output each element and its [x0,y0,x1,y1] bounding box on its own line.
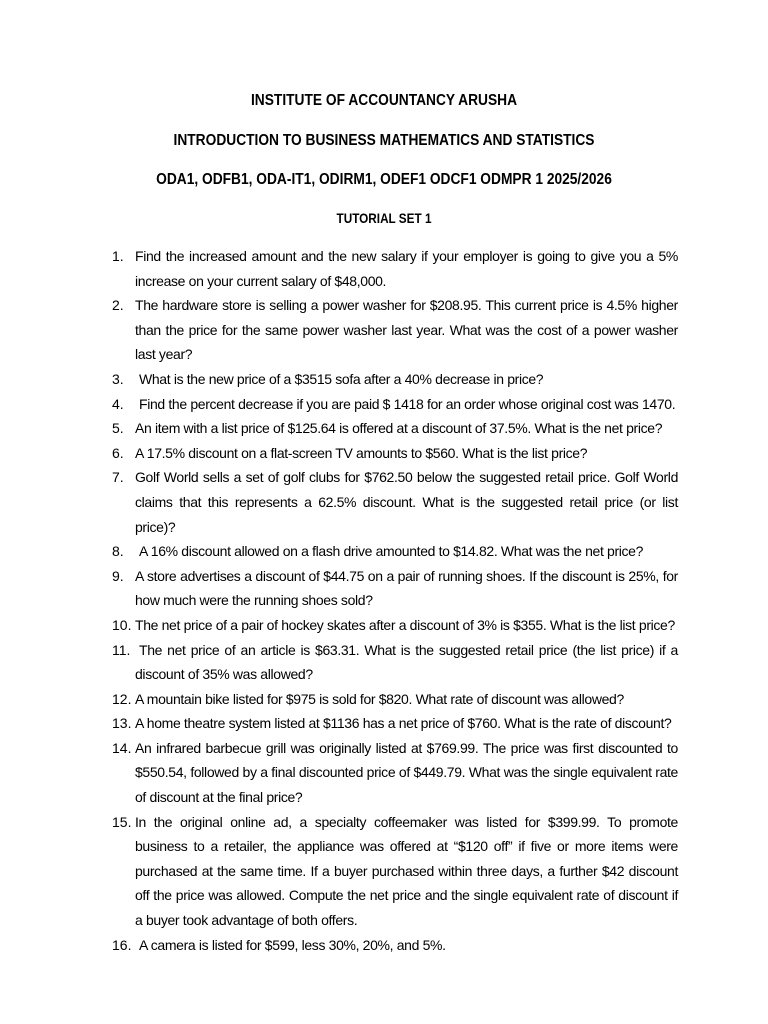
question-text: The net price of an article is $63.31. What is the suggested retail price (the list price) if a discount of 35% was allowed? [135,641,678,683]
question-item [106,367,678,392]
question-item [106,564,678,613]
question-text: A store advertises a discount of $44.75 on a pair of running shoes. If the discount is 25%, for how much were the running shoes sold? [135,567,678,609]
question-text: The net price of a pair of hockey skates after a discount of 3% is $355. What is the list price? [135,616,675,633]
question-item [106,293,678,367]
programmes-line: ODA1, ODFB1, ODA-IT1, ODIRM1, ODEF1 ODCF1 ODMPR 1 2025/2026 [156,171,612,188]
question-text: The hardware store is selling a power washer for $208.95. This current price is 4.5% higher than the price for the same power washer last year. What was the cost of a power washer last year? [135,297,678,363]
question-text: A 16% discount allowed on a flash drive amounted to $14.82. What was the net price? [139,543,644,560]
question-number: 1. [112,248,124,264]
question-number: 11. [112,641,131,658]
question-number: 5. [112,420,124,437]
question-item [106,638,678,687]
question-number: 3. [112,370,124,387]
question-item [106,539,678,564]
question-number: 15. [112,813,132,830]
question-item [106,416,678,441]
question-number: 2. [112,297,124,314]
question-number: 16. [112,936,132,953]
course-title: INTRODUCTION TO BUSINESS MATHEMATICS AND STATISTICS [173,132,595,149]
question-text: A 17.5% discount on a flat-screen TV amounts to $560. What is the list price? [135,444,588,461]
tutorial-title: TUTORIAL SET 1 [336,210,432,226]
question-item [106,392,678,417]
question-item [106,613,678,638]
question-number: 10. [112,616,132,633]
institution-title: INSTITUTE OF ACCOUNTANCY ARUSHA [250,92,518,109]
question-number: 14. [112,739,132,756]
question-item [106,244,678,293]
question-text: Golf World sells a set of golf clubs for $762.50 below the suggested retail price. Golf World claims that this represents a 62.5% discount. What is the suggested retail price (or list price)? [135,469,678,535]
question-text: In the original online ad, a specialty coffeemaker was listed for $399.99. To promote business to a retailer, the appliance was offered at “$120 off” if five or more items were purchased at the same time. If a buyer purchased within three days, a further $42 discount off the price was allowed. Compute the net price and the single equivalent rate of discount if a buyer took advantage of both offers. [135,813,678,929]
question-list [106,244,678,957]
question-text: A mountain bike listed for $975 is sold for $820. What rate of discount was allowed? [135,690,624,707]
question-number: 9. [112,567,124,584]
question-text: A home theatre system listed at $1136 has a net price of $760. What is the rate of discount? [135,715,672,732]
question-text: Find the percent decrease if you are paid $ 1418 for an order whose original cost was 1470. [139,395,676,412]
question-item [106,810,678,933]
question-number: 4. [112,395,124,412]
question-text: What is the new price of a $3515 sofa after a 40% decrease in price? [139,370,544,387]
question-item [106,933,678,958]
question-text: A camera is listed for $599, less 30%, 20%, and 5%. [139,936,446,953]
question-item [106,465,678,539]
question-item [106,711,678,736]
question-number: 7. [112,469,124,486]
question-number: 13. [112,715,132,732]
question-text: Find the increased amount and the new salary if your employer is going to give you a 5% increase on your current salary of $48,000. [135,248,678,289]
question-number: 8. [112,543,124,560]
question-number: 12. [112,690,132,707]
question-text: An item with a list price of $125.64 is offered at a discount of 37.5%. What is the net price? [135,420,663,437]
question-item [106,687,678,712]
question-text: An infrared barbecue grill was originally listed at $769.99. The price was first discounted to $550.54, followed by a final discounted price of $449.79. What was the single equivalent rate of discount at the final price? [135,739,678,806]
question-number: 6. [112,444,124,461]
question-item [106,441,678,466]
question-item [106,736,678,810]
